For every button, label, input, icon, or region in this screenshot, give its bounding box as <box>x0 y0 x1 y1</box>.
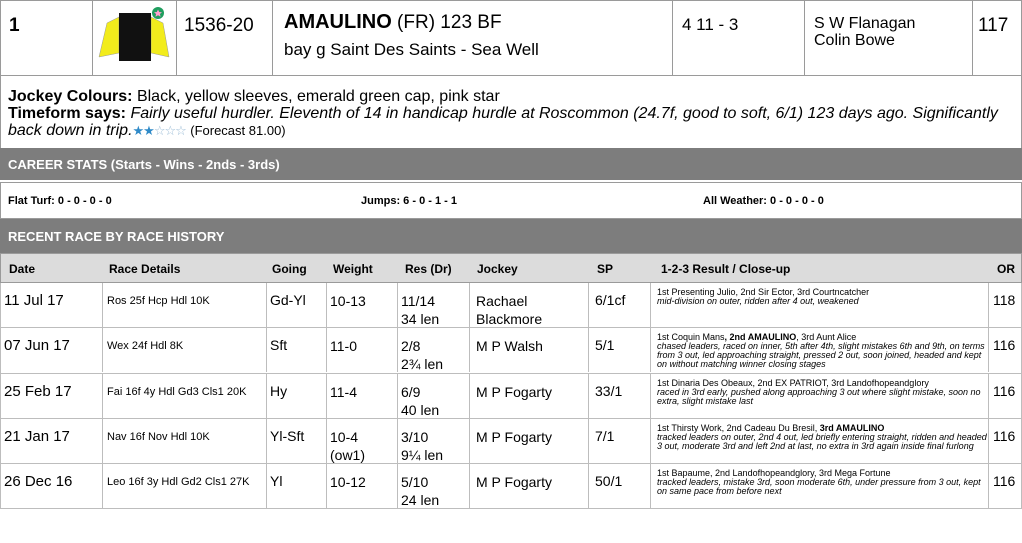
col-sp: SP <box>597 262 614 276</box>
race-weight: 10-12 <box>327 464 398 508</box>
weight-value: 10-4 <box>330 429 359 445</box>
race-going: Yl <box>267 464 327 508</box>
race-or: 116 <box>993 473 1016 489</box>
race-details[interactable]: Ros 25f Hcp Hdl 10K <box>103 283 267 327</box>
result-placings-rest: , 3rd Aunt Alice <box>796 332 857 342</box>
race-details[interactable]: Leo 16f 3y Hdl Gd2 Cls1 27K <box>103 464 267 508</box>
result-placings: 1st Bapaume, 2nd Landofhopeandglory, 3rd Mega Fortune <box>657 468 891 478</box>
star-rating-empty: ☆☆☆ <box>153 123 186 138</box>
result-highlight: , 2nd AMAULINO <box>724 332 797 342</box>
table-row[interactable] <box>0 328 1022 374</box>
race-going: Yl-Sft <box>267 419 327 463</box>
history-table-header <box>0 253 1022 283</box>
result-placings: 1st Presenting Julio, 2nd Sir Ector, 3rd Courtncatcher <box>657 287 870 297</box>
race-sp: 33/1 <box>589 374 651 418</box>
race-date: 26 Dec 16 <box>1 464 103 508</box>
career-stats-header: CAREER STATS (Starts - Wins - 2nds - 3rds) <box>0 148 1022 180</box>
result-distance: 2¾ len <box>401 356 444 372</box>
race-closeup <box>651 328 989 372</box>
race-weight: 11-0 <box>327 328 398 372</box>
jockey-silk <box>93 1 177 75</box>
race-weight <box>327 419 398 463</box>
race-going: Sft <box>267 328 327 372</box>
silk-icon <box>93 1 177 75</box>
col-jockey: Jockey <box>477 262 518 276</box>
timeform-says <box>8 105 1021 139</box>
col-or: OR <box>997 262 1015 276</box>
official-rating: 117 <box>978 15 1009 36</box>
result-distance: 24 len <box>401 492 440 508</box>
race-date: 21 Jan 17 <box>1 419 103 463</box>
race-sp: 7/1 <box>589 419 651 463</box>
table-row[interactable] <box>0 374 1022 419</box>
race-comment: chased leaders, raced on inner, 5th after 4th, slight mistakes 6th and 9th, on terms from 3 out, led approaching straight, pressed 2 out, soon joined, headed and kept on without matching winner closing stages <box>657 341 985 369</box>
race-sp: 6/1cf <box>589 283 651 327</box>
col-going: Going <box>272 262 307 276</box>
race-comment: tracked leaders on outer, 2nd 4 out, led briefly entering straight, ridden and headed 3 out, moderate 3rd and left 2nd at last, no extra in 3rd again inside final furlong <box>657 432 987 451</box>
career-aw: All Weather: 0 - 0 - 0 - 0 <box>703 195 824 207</box>
forecast-value: (Forecast 81.00) <box>190 123 286 138</box>
race-or: 116 <box>993 337 1016 353</box>
race-date: 25 Feb 17 <box>1 374 103 418</box>
form-figures: 1536-20 <box>177 1 273 75</box>
table-row[interactable] <box>0 464 1022 509</box>
career-stats-row <box>0 182 1022 219</box>
col-weight: Weight <box>333 262 373 276</box>
col-res: Res (Dr) <box>405 262 452 276</box>
race-jockey: M P Walsh <box>470 328 589 372</box>
race-jockey: M P Fogarty <box>470 419 589 463</box>
race-details[interactable]: Wex 24f Hdl 8K <box>103 328 267 372</box>
horse-breeding: bay g Saint Des Saints - Sea Well <box>284 40 539 59</box>
race-closeup <box>651 464 989 508</box>
runner-header <box>0 0 1022 76</box>
colours-label: Jockey Colours: <box>8 88 133 105</box>
race-weight: 11-4 <box>327 374 398 418</box>
trainer-name[interactable]: Colin Bowe <box>814 32 895 49</box>
race-jockey: Rachael Blackmore <box>470 283 589 327</box>
runner-number: 1 <box>1 1 93 75</box>
result-position: 5/10 <box>401 474 429 490</box>
race-going: Gd-Yl <box>267 283 327 327</box>
runner-info <box>0 76 1022 148</box>
result-placings: 1st Thirsty Work, 2nd Cadeau Du Bresil, <box>657 423 820 433</box>
table-row[interactable] <box>0 419 1022 464</box>
timeform-label: Timeform says: <box>8 105 126 122</box>
race-or: 118 <box>993 292 1016 308</box>
race-or: 116 <box>993 428 1016 444</box>
star-rating-filled: ★★ <box>132 123 154 138</box>
weight-overweight: (ow1) <box>330 447 366 463</box>
col-result: 1-2-3 Result / Close-up <box>661 262 791 276</box>
jockey-name[interactable]: S W Flanagan <box>814 15 916 32</box>
result-distance: 34 len <box>401 311 440 327</box>
race-weight: 10-13 <box>327 283 398 327</box>
race-comment: mid-division on outer, ridden after 4 out, weakened <box>657 296 859 306</box>
race-comment: tracked leaders, mistake 3rd, soon moderate 6th, under pressure from 3 out, kept on same pace from before next <box>657 477 981 496</box>
result-position: 6/9 <box>401 384 421 400</box>
race-details[interactable]: Nav 16f Nov Hdl 10K <box>103 419 267 463</box>
race-closeup <box>651 374 989 418</box>
career-flat: Flat Turf: 0 - 0 - 0 - 0 <box>8 195 112 207</box>
result-distance: 40 len <box>401 402 440 418</box>
race-comment: raced in 3rd early, pushed along approaching 3 out where slight mistake, soon no extra, slight mistake last <box>657 387 981 406</box>
timeform-text: Fairly useful hurdler. Eleventh of 14 in handicap hurdle at Roscommon (24.7f, good to soft, 6/1) 123 days ago. Significantly back down in trip. <box>8 105 998 139</box>
race-result <box>398 328 470 372</box>
race-closeup <box>651 419 989 463</box>
horse-details <box>273 1 673 75</box>
horse-name[interactable]: AMAULINO <box>284 11 392 33</box>
race-date: 07 Jun 17 <box>1 328 103 372</box>
race-or: 116 <box>993 383 1016 399</box>
race-result <box>398 464 470 508</box>
race-jockey: M P Fogarty <box>470 464 589 508</box>
jockey-colours <box>8 88 1021 105</box>
age-weight: 4 11 - 3 <box>673 1 805 75</box>
col-race: Race Details <box>109 262 181 276</box>
race-jockey: M P Fogarty <box>470 374 589 418</box>
race-going: Hy <box>267 374 327 418</box>
race-result <box>398 283 470 327</box>
result-placings: 1st Dinaria Des Obeaux, 2nd EX PATRIOT, 3rd Landofhopeandglory <box>657 378 929 388</box>
history-header: RECENT RACE BY RACE HISTORY <box>0 219 1022 253</box>
race-closeup <box>651 283 989 327</box>
result-position: 2/8 <box>401 338 421 354</box>
col-date: Date <box>9 262 36 276</box>
horse-suffix: (FR) 123 BF <box>397 12 502 33</box>
race-details[interactable]: Fai 16f 4y Hdl Gd3 Cls1 20K <box>103 374 267 418</box>
result-distance: 9¼ len <box>401 447 444 463</box>
race-result <box>398 419 470 463</box>
race-sp: 5/1 <box>589 328 651 372</box>
race-sp: 50/1 <box>589 464 651 508</box>
jockey-trainer <box>805 1 973 75</box>
table-row[interactable] <box>0 283 1022 328</box>
result-highlight: 3rd AMAULINO <box>819 423 885 433</box>
career-jumps: Jumps: 6 - 0 - 1 - 1 <box>361 195 457 207</box>
result-position: 3/10 <box>401 429 429 445</box>
result-placings: 1st Coquin Mans <box>657 332 725 342</box>
colours-text: Black, yellow sleeves, emerald green cap, pink star <box>136 88 500 105</box>
race-result <box>398 374 470 418</box>
result-position: 11/14 <box>401 293 435 309</box>
race-date: 11 Jul 17 <box>1 283 103 327</box>
